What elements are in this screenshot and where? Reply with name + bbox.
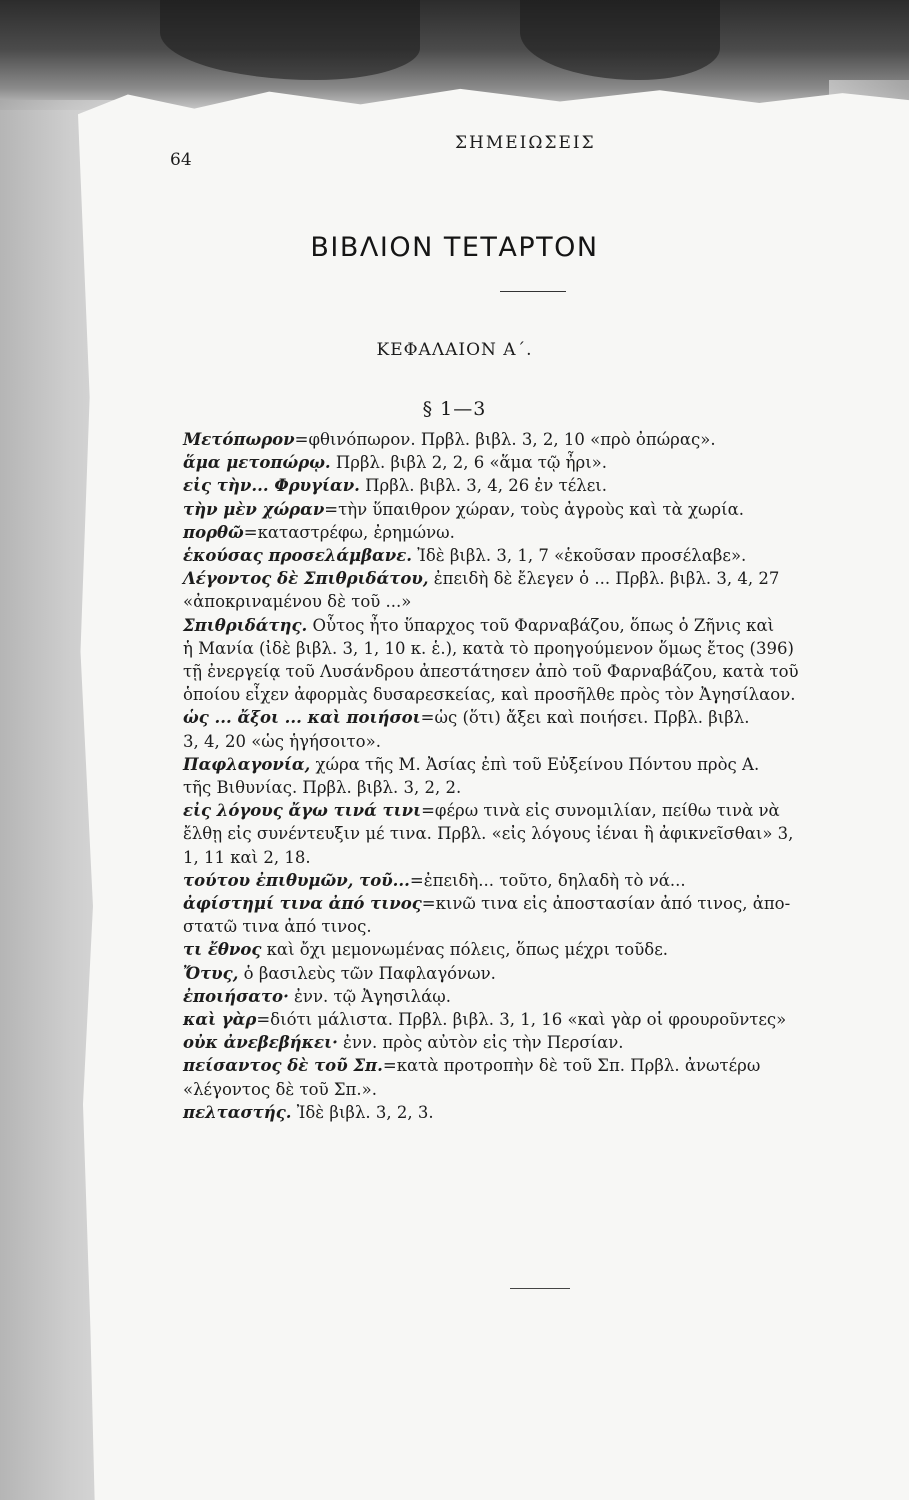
note-lemma: εἰς τὴν... Φρυγίαν. — [183, 476, 360, 496]
note-entry — [183, 892, 903, 915]
note-text: ἡ Μανία (ἰδὲ βιβλ. 3, 1, 10 κ. ἑ.), κατὰ τὸ προηγούμενον ὅμως ἔτος (396) — [183, 638, 794, 658]
note-text: Οὗτος ἦτο ὕπαρχος τοῦ Φαρναβάζου, ὅπως ὁ Ζῆνις καὶ — [307, 615, 775, 635]
note-text: ὁ βασιλεὺς τῶν Παφλαγόνων. — [238, 963, 496, 983]
note-lemma: οὐκ ἀνεβεβήκει· — [183, 1033, 338, 1053]
end-divider — [510, 1288, 570, 1289]
note-text: ἐνν. τῷ Ἀγησιλάῳ. — [288, 986, 451, 1006]
note-continuation-line — [183, 660, 903, 683]
section-title: § 1—3 — [422, 398, 487, 420]
note-lemma: Παφλαγονία, — [183, 754, 311, 774]
note-continuation-line — [183, 683, 903, 706]
note-entry — [183, 474, 903, 497]
note-entry — [183, 428, 903, 451]
note-text: ὁποίου εἶχεν ἀφορμὰς δυσαρεσκείας, καὶ προσῆλθε πρὸς τὸν Ἀγησίλαον. — [183, 685, 796, 705]
note-lemma: πείσαντος δὲ τοῦ Σπ. — [183, 1056, 383, 1076]
note-lemma: τι ἔθνος — [183, 940, 262, 960]
title-divider — [500, 291, 566, 292]
note-text: στατῶ τινα ἀπό τινος. — [183, 917, 372, 937]
book-title: ΒΙΒΛΙΟΝ ΤΕΤΑΡΤΟΝ — [310, 232, 599, 263]
note-text: «ἀποκριναμένου δὲ τοῦ ...» — [183, 592, 412, 612]
note-entry — [183, 1054, 903, 1077]
note-entry — [183, 869, 903, 892]
note-lemma: ἅμα μετοπώρῳ. — [183, 453, 331, 473]
note-lemma: καὶ γὰρ — [183, 1010, 257, 1030]
note-text: ἔλθῃ εἰς συνέντευξιν μέ τινα. Πρβλ. «εἰς λόγους ἰέναι ἢ ἀφικνεῖσθαι» 3, — [183, 824, 794, 844]
note-lemma: Ὄτυς, — [183, 963, 239, 983]
note-entry — [183, 498, 903, 521]
note-entry — [183, 706, 903, 729]
running-head: ΣΗΜΕΙΩΣΕΙΣ — [455, 133, 596, 153]
note-text: =τὴν ὕπαιθρον χώραν, τοὺς ἀγροὺς καὶ τὰ χωρία. — [324, 499, 744, 519]
note-entry — [183, 451, 903, 474]
note-continuation-line — [183, 915, 903, 938]
note-entry — [183, 938, 903, 961]
notes-body — [183, 428, 903, 1124]
note-text: =φέρω τινὰ εἰς συνομιλίαν, πείθω τινὰ νὰ — [421, 801, 780, 821]
note-text: =διότι μάλιστα. Πρβλ. βιβλ. 3, 1, 16 «καὶ γὰρ οἱ φρουροῦντες» — [256, 1010, 787, 1030]
note-lemma: πελταστής. — [183, 1102, 292, 1122]
note-text: =κατὰ προτροπὴν δὲ τοῦ Σπ. Πρβλ. ἀνωτέρω — [382, 1056, 761, 1076]
note-entry — [183, 753, 903, 776]
note-lemma: ἐποιήσατο· — [183, 986, 289, 1006]
note-entry — [183, 1101, 903, 1124]
note-text: =φθινόπωρον. Πρβλ. βιβλ. 3, 2, 10 «πρὸ ὀπώρας». — [294, 430, 716, 449]
note-text: ἐπειδὴ δὲ ἔλεγεν ὁ ... Πρβλ. βιβλ. 3, 4, 27 — [428, 569, 780, 589]
note-continuation-line — [183, 1078, 903, 1101]
note-entry — [183, 1031, 903, 1054]
note-text: Πρβλ. βιβλ. 3, 4, 26 ἐν τέλει. — [359, 476, 607, 496]
note-text: =ὡς (ὅτι) ἄξει καὶ ποιήσει. Πρβλ. βιβλ. — [420, 708, 750, 728]
note-text: =κινῶ τινα εἰς ἀποστασίαν ἀπό τινος, ἀπο- — [421, 894, 791, 914]
note-continuation-line — [183, 776, 903, 799]
note-entry — [183, 985, 903, 1008]
note-text: 3, 4, 20 «ὡς ἡγήσοιτο». — [183, 731, 381, 751]
note-text: τῆς Βιθυνίας. Πρβλ. βιβλ. 3, 2, 2. — [183, 778, 462, 798]
note-lemma: ὡς ... ἄξοι ... καὶ ποιήσοι — [183, 708, 421, 728]
note-lemma: Σπιθριδάτης. — [183, 615, 308, 635]
note-entry — [183, 1008, 903, 1031]
note-text: ἐνν. πρὸς αὐτὸν εἰς τὴν Περσίαν. — [337, 1033, 624, 1053]
note-lemma: ἑκούσας προσελάμβανε. — [183, 546, 412, 566]
note-continuation-line — [183, 822, 903, 845]
note-lemma: τούτου ἐπιθυμῶν, τοῦ... — [183, 870, 410, 890]
note-text: =ἐπειδὴ... τοῦτο, δηλαδὴ τὸ νά... — [409, 870, 686, 890]
note-text: τῇ ἐνεργείᾳ τοῦ Λυσάνδρου ἀπεστάτησεν ἀπὸ τοῦ Φαρναβάζου, κατὰ τοῦ — [183, 662, 799, 682]
note-continuation-line — [183, 637, 903, 660]
note-lemma: πορθῶ — [183, 522, 244, 542]
note-continuation-line — [183, 730, 903, 753]
note-lemma: εἰς λόγους ἄγω τινά τινι — [183, 801, 422, 821]
note-text: Ἰδὲ βιβλ. 3, 1, 7 «ἑκοῦσαν προσέλαβε». — [411, 546, 747, 566]
page-header — [0, 133, 909, 170]
note-entry — [183, 962, 903, 985]
note-lemma: Λέγοντος δὲ Σπιθριδάτου, — [183, 569, 429, 589]
note-lemma: ἀφίστημί τινα ἀπό τινος — [183, 894, 422, 914]
note-continuation-line — [183, 846, 903, 869]
note-text: «λέγοντος δὲ τοῦ Σπ.». — [183, 1079, 377, 1099]
note-entry — [183, 567, 903, 590]
note-entry — [183, 544, 903, 567]
note-text: Πρβλ. βιβλ 2, 2, 6 «ἅμα τῷ ἦρι». — [330, 453, 608, 473]
note-entry — [183, 521, 903, 544]
note-text: καὶ ὄχι μεμονωμένας πόλεις, ὅπως μέχρι τοῦδε. — [261, 940, 668, 960]
note-text: χώρα τῆς Μ. Ἀσίας ἐπὶ τοῦ Εὐξείνου Πόντου πρὸς Α. — [310, 754, 760, 774]
chapter-title: ΚΕΦΑΛΑΙΟΝ Α΄. — [376, 340, 533, 360]
page-number: 64 — [170, 150, 192, 170]
note-entry — [183, 614, 903, 637]
note-text: Ἰδὲ βιβλ. 3, 2, 3. — [291, 1102, 434, 1122]
note-text: 1, 11 καὶ 2, 18. — [183, 847, 311, 867]
note-lemma: Μετόπωρον — [183, 430, 295, 449]
note-lemma: τὴν μὲν χώραν — [183, 499, 325, 519]
note-continuation-line — [183, 590, 903, 613]
note-text: =καταστρέφω, ἐρημώνω. — [243, 522, 455, 542]
note-entry — [183, 799, 903, 822]
